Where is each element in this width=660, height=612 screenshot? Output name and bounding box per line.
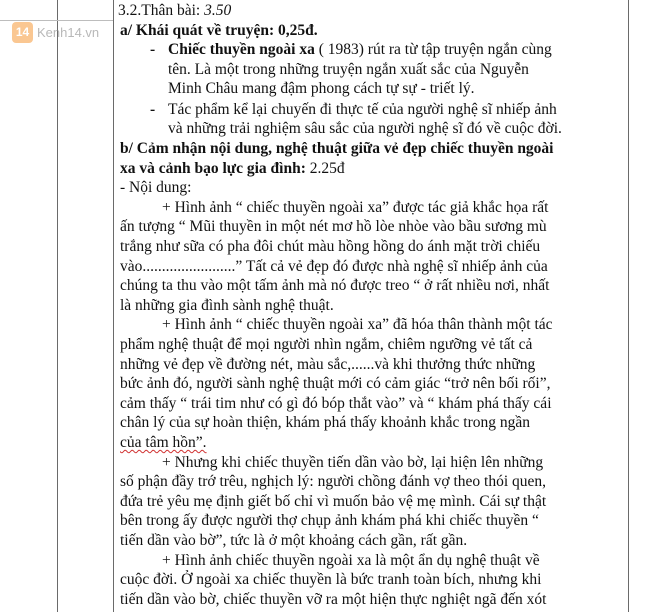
table-border-left: [57, 0, 58, 612]
paragraph-line: phẩm nghệ thuật để mọi người nhìn ngắm, chiêm ngưỡng vẻ tất cả: [120, 336, 533, 354]
paragraph-line: đứa trẻ yêu mẹ định giết bố chỉ vì muốn bảo vệ mẹ mình. Cái sự thật: [120, 492, 547, 510]
paragraph-line: bên trong ấy được người thợ chụp ảnh khám phá khi chiếc thuyền “: [120, 512, 539, 530]
bullet-dash: -: [150, 100, 156, 118]
subheading-b: b/ Cảm nhận nội dung, nghệ thuật giữa vẻ đẹp chiếc thuyền ngoài: [120, 140, 554, 158]
section-heading-label: 3.2.Thân bài:: [118, 1, 205, 19]
table-border-right: [628, 0, 629, 612]
paragraph-line: + Nhưng khi chiếc thuyền tiến dần vào bờ, lại hiện lên những: [162, 453, 544, 471]
logo-badge: 14: [12, 22, 33, 43]
subheading-a: a/ Khái quát về truyện: 0,25đ.: [120, 21, 318, 39]
subheading-b-score: 2.25đ: [309, 159, 345, 177]
paragraph-line: cuộc đời. Ở ngoài xa chiếc thuyền là bức tranh toàn bích, nhưng khi: [120, 571, 542, 589]
paragraph-line: Tác phẩm kể lại chuyến đi thực tế của người nghệ sĩ nhiếp ảnh: [168, 100, 557, 118]
paragraph-line: + Hình ảnh “ chiếc thuyền ngoài xa” đã hóa thân thành một tác: [162, 316, 553, 334]
paragraph-line: và những trải nghiệm sâu sắc của người nghệ sĩ đó về cuộc đời.: [168, 120, 562, 138]
section-score: 3.50: [204, 1, 232, 19]
paragraph-line: tiến dần vào bờ, chiếc thuyền vỡ ra một hiện thực nghiệt ngã đến xót: [120, 590, 547, 608]
paragraph-line: [168, 40, 552, 59]
paragraph-line: số phận đầy trớ trêu, nghịch lý: người chồng đánh vợ theo thói quen,: [120, 473, 547, 491]
paragraph-line: cảm thấy “ trái tim như có gì đó bóp thắt vào” và “ khám phá thấy cái: [120, 394, 552, 412]
paragraph-line: của tâm hồn”.: [120, 434, 207, 452]
table-row-divider: [0, 20, 113, 21]
paragraph-line: những vẻ đẹp về đường nét, màu sắc,......và khi thưởng thức những: [120, 355, 536, 373]
paragraph-line: chân lý của sự hoàn thiện, khám phá thấy khoảnh khắc trong ngần: [120, 414, 530, 432]
section-heading: [118, 1, 231, 20]
bold-title: Chiếc thuyền ngoài xa: [168, 41, 315, 59]
content-label: - Nội dung:: [120, 179, 192, 197]
paragraph-line: tiến dần vào bờ”, tức là ở một khoảng cách gần, rất gần.: [120, 532, 468, 550]
subheading-b-cont: [120, 159, 345, 178]
text-run: ( 1983) rút ra từ tập truyện ngắn cùng: [314, 41, 552, 59]
paragraph-line: + Hình ảnh chiếc thuyền ngoài xa là một ẩn dụ nghệ thuật về: [162, 551, 540, 569]
paragraph-line: ấn tượng “ Mũi thuyền in một nét mơ hồ lòe nhòe vào bầu sương mù: [120, 218, 547, 236]
paragraph-line: là những gia đình sành nghệ thuật.: [120, 296, 334, 314]
subheading-b-text: xa và cảnh bạo lực gia đình:: [120, 159, 310, 177]
bullet-dash: -: [150, 41, 156, 59]
table-border-middle: [113, 0, 114, 612]
logo-text: Kenh14.vn: [37, 24, 100, 40]
paragraph-line: trắng như sữa có pha đôi chút màu hồng hồng do ánh mặt trời chiếu: [120, 238, 541, 256]
paragraph-line: + Hình ảnh “ chiếc thuyền ngoài xa” được tác giả khắc họa rất: [162, 198, 549, 216]
paragraph-line: chúng ta thu vào một tấm ảnh mà nó được treo “ ở rất nhiều nơi, nhất: [120, 277, 550, 295]
paragraph-line: tên. Là một trong những truyện ngắn xuất sắc của Nguyễn: [168, 60, 529, 78]
paragraph-line: bức ảnh đó, người sành nghệ thuật mới có cảm giác “trở nên bối rối”,: [120, 375, 551, 393]
paragraph-line: vào........................” Tất cả vẻ đẹp đó được nhà nghệ sĩ nhiếp ảnh của: [120, 257, 548, 275]
watermark-logo: [12, 21, 99, 43]
paragraph-line: Minh Châu mang đậm phong cách tự sự - triết lý.: [168, 80, 475, 98]
